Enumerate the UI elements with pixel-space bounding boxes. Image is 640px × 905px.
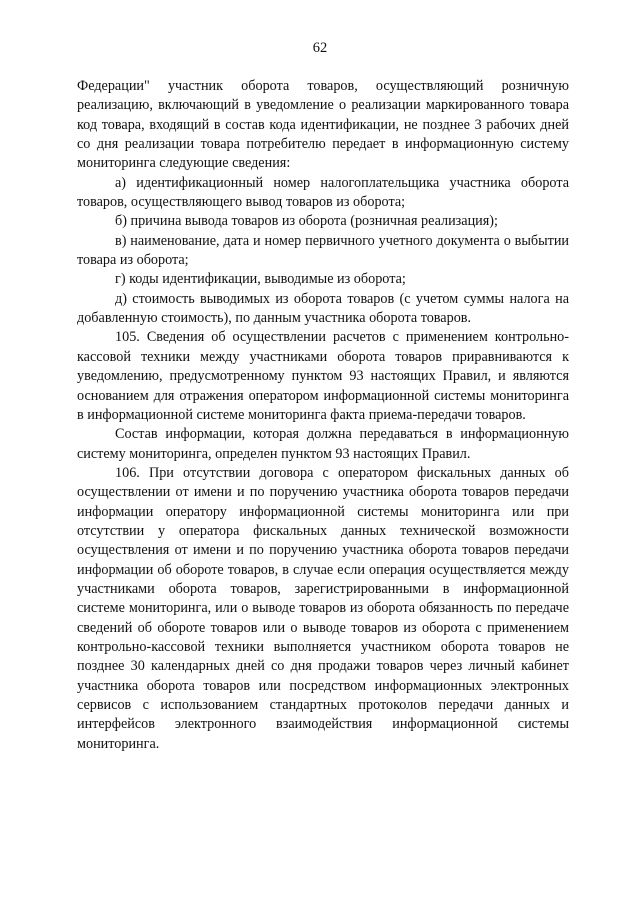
paragraph-106: 106. При отсутствии договора с оператором фискальных данных об осуществлении от имени и по поручению участника оборота товаров передачи информации оператору информационной системы мониторинга или при отсутствии у оператора фискальных данных технической возможности осуществления от имени и по поручению участника оборота товаров передачи информации об обороте товаров, в случае если операция осуществляется между участниками оборота товаров, зарегистрированными в информационной системе мониторинга, или о выводе товаров из оборота обязанность по передаче сведений об обороте товаров или о выводе товаров из оборота с применением контрольно-кассовой техники выполняется участником оборота товаров не позднее 30 календарных дней со дня продажи товаров через личный кабинет участника оборота товаров или посредством информационных электронных сервисов с использованием стандартных протоколов передачи данных и интерфейсов электронного взаимодействия информационной системы мониторинга. bbox=[77, 464, 569, 752]
list-item-d: д) стоимость выводимых из оборота товаров (с учетом суммы налога на добавленную стоимость), по данным участника оборота товаров. bbox=[77, 290, 569, 327]
paragraph-105: 105. Сведения об осуществлении расчетов с применением контрольно-кассовой техники между участниками оборота товаров приравниваются к уведомлению, предусмотренному пунктом 93 настоящих Правил, и являются основанием для отражения оператором информационной системы мониторинга в информационной системе мониторинга факта приема-передачи товаров. bbox=[77, 329, 569, 423]
paragraph-composition: Состав информации, которая должна передаваться в информационную систему мониторинга, определен пунктом 93 настоящих Правил. bbox=[77, 426, 569, 462]
list-item-g: г) коды идентификации, выводимые из оборота; bbox=[115, 271, 406, 288]
list-item-b: б) причина вывода товаров из оборота (розничная реализация); bbox=[115, 213, 498, 230]
list-item-v: в) наименование, дата и номер первичного учетного документа о выбытии товара из оборота; bbox=[77, 232, 569, 269]
paragraph-continuation: Федерации" участник оборота товаров, осуществляющий розничную реализацию, включающий в уведомление о реализации маркированного товара код товара, входящий в состав кода идентификации, не позднее 3 рабочих дней со дня реализации товара потребителю передает в информационную систему мониторинга следующие сведения: bbox=[77, 78, 569, 172]
list-item-a: а) идентификационный номер налогоплательщика участника оборота товаров, осуществляющего вывод товаров из оборота; bbox=[77, 174, 569, 211]
document-body bbox=[77, 77, 569, 754]
page-number: 62 bbox=[312, 40, 328, 56]
